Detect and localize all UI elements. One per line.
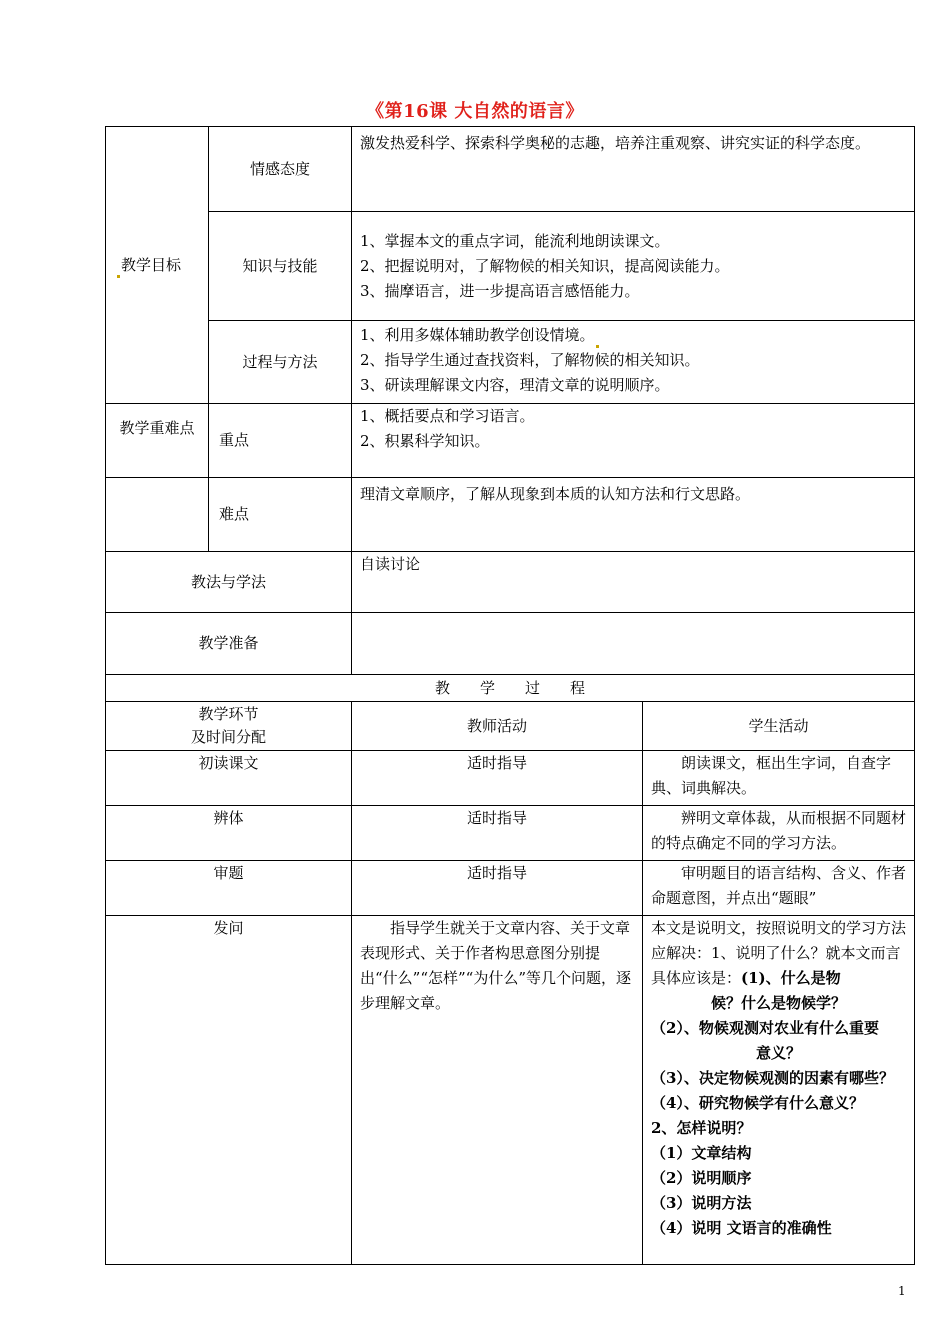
knowledge-label: 知识与技能 <box>209 212 352 321</box>
process-list <box>352 321 915 404</box>
question-2b: 意义？ <box>756 1044 802 1062</box>
lesson-plan-table <box>105 126 915 1265</box>
key-item: 2、积累科学知识。 <box>360 432 490 450</box>
how-item: （2）说明顺序 <box>651 1169 752 1187</box>
stage-cell: 发问 <box>106 916 352 1265</box>
knowledge-item: 1、掌握本文的重点字词，能流利地朗读课文。 <box>360 231 670 250</box>
knowledge-list <box>352 212 915 321</box>
how-item: （4）说明 文语言的准确性 <box>651 1219 832 1237</box>
knowledge-item: 3、揣摩语言，进一步提高语言感悟能力。 <box>360 281 640 300</box>
teacher-cell: 适时指导 <box>352 751 643 806</box>
preparation-label: 教学准备 <box>106 613 352 675</box>
key-difficult-label: 教学重难点 <box>106 404 209 478</box>
how-item: （1）文章结构 <box>651 1144 752 1162</box>
key-label: 重点 <box>209 404 352 478</box>
page-number: 1 <box>898 1284 906 1298</box>
teacher-cell: 指导学生就关于文章内容、关于文章表现形式、关于作者构思意图分别提出“什么”“怎样”“为什么”等几个问题，逐步理解文章。 <box>352 916 643 1265</box>
question-2a: （2）、物候观测对农业有什么重要 <box>651 1019 879 1037</box>
stage-cell: 审题 <box>106 861 352 916</box>
process-header: 教 学 过 程 <box>106 675 915 702</box>
question-1b: 候？什么是物候学？ <box>711 994 847 1012</box>
stage-header-line: 教学环节 <box>198 705 259 723</box>
stage-header-line: 及时间分配 <box>190 728 266 746</box>
question-3: （3）、决定物候观测的因素有哪些？ <box>651 1069 894 1087</box>
student-intro: 本文是说明文，按照说明文的学习方法应解决：1、说明了什么？就本文而言具体应该是： <box>651 919 907 987</box>
methods-text: 自读讨论 <box>352 552 915 613</box>
student-column-header: 学生活动 <box>643 702 915 751</box>
methods-label: 教法与学法 <box>106 552 352 613</box>
process-item: 2、指导学生通过查找资料，了解物候的相关知识。 <box>360 351 700 369</box>
student-cell: 朗读课文，框出生字词，自查字典、词典解决。 <box>643 751 915 806</box>
student-cell: 辨明文章体裁，从而根据不同题材的特点确定不同的学习方法。 <box>643 806 915 861</box>
process-item: 3、研读理解课文内容，理清文章的说明顺序。 <box>360 376 670 394</box>
process-item: 1、利用多媒体辅助教学创设情境。 <box>360 323 906 348</box>
table-row <box>106 861 915 916</box>
student-cell <box>643 916 915 1265</box>
key-item: 1、概括要点和学习语言。 <box>360 407 535 425</box>
emotion-text: 激发热爱科学、探索科学奥秘的志趣，培养注重观察、讲究实证的科学态度。 <box>352 127 915 212</box>
objectives-label: 教学目标 <box>121 255 182 274</box>
how-heading: 2、怎样说明？ <box>651 1119 752 1137</box>
how-item: （3）说明方法 <box>651 1194 752 1212</box>
teacher-cell: 适时指导 <box>352 806 643 861</box>
table-row <box>106 806 915 861</box>
difficult-label: 难点 <box>209 478 352 552</box>
knowledge-item: 2、把握说明对，了解物候的相关知识，提高阅读能力。 <box>360 256 730 275</box>
preparation-text <box>352 613 915 675</box>
stage-column-header <box>106 702 352 751</box>
emotion-label: 情感态度 <box>209 127 352 212</box>
objectives-label-cell <box>106 127 209 404</box>
student-cell: 审明题目的语言结构、含义、作者命题意图，并点出“题眼” <box>643 861 915 916</box>
stage-cell: 初读课文 <box>106 751 352 806</box>
table-row <box>106 916 915 1265</box>
stage-cell: 辨体 <box>106 806 352 861</box>
process-label: 过程与方法 <box>209 321 352 404</box>
table-row <box>106 751 915 806</box>
difficult-text: 理清文章顺序，了解从现象到本质的认知方法和行文思路。 <box>352 478 915 552</box>
teacher-column-header: 教师活动 <box>352 702 643 751</box>
question-4: （4）、研究物候学有什么意义？ <box>651 1094 864 1112</box>
key-list <box>352 404 915 478</box>
document-title: 《第16课 大自然的语言》 <box>366 101 584 122</box>
empty-cell <box>106 478 209 552</box>
teacher-cell: 适时指导 <box>352 861 643 916</box>
question-1a: (1)、什么是物 <box>741 969 841 987</box>
